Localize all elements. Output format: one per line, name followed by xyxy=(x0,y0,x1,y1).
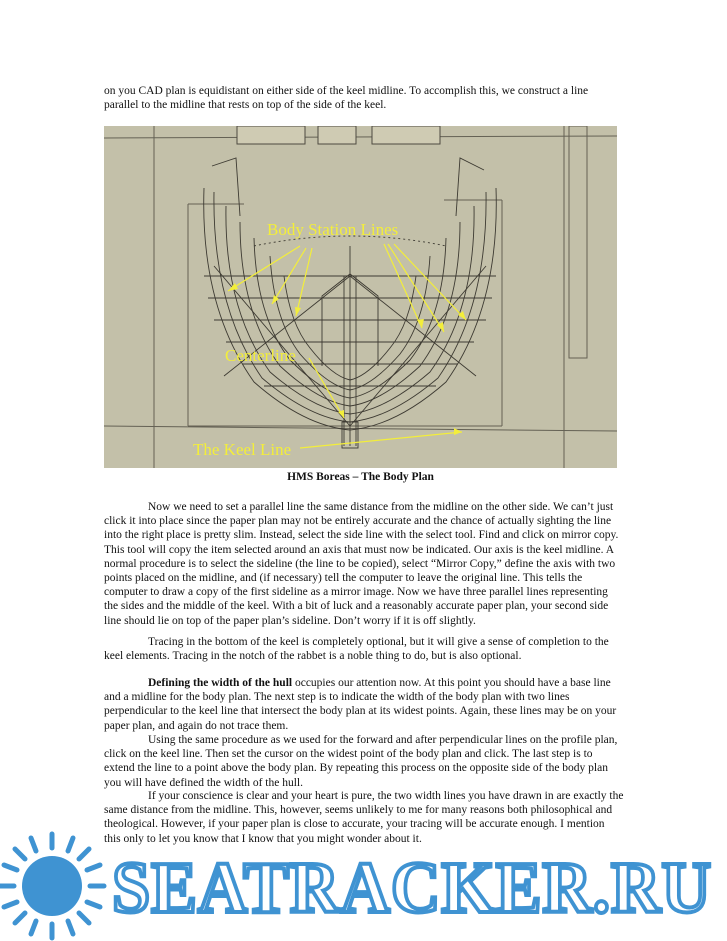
body-paragraph-4: Using the same procedure as we used for the forward and after perpendicular lines on the profile plan, click on the keel line. Then set the cursor on the widest point of the body plan and click. The last step is to extend the line to a point above the body plan. By repeating this process on the opposite side of the body plan you will have defined the width of the hull. xyxy=(104,734,618,789)
intro-paragraph: on you CAD plan is equidistant on either side of the keel midline. To accomplish this, we construct a line parallel to the midline that rests on top of the side of the keel. xyxy=(104,85,589,112)
body-paragraph-1: Now we need to set a parallel line the same distance from the midline on the other side. We can’t just click it into place since the paper plan may not be entirely accurate and the chance of actually sighting the line into the right place is pretty slim. Instead, select the side line with the select tool. Find and click on mirror copy. This tool will copy the item selected around an axis that must now be indicated. Our axis is the keel midline. A normal procedure is to select the sideline (the line to be copied), select “Mirror Copy,” define the axis with two points placed on the midline, and (if necessary) tell the computer to leave the original line. This tells the computer to draw a copy of the first sideline as a mirror image. Now we have three parallel lines representing the sides and the middle of the keel. With a bit of luck and a reasonably accurate paper plan, your second side line should lie on top of the paper plan’s sideline. Don’t worry if it is off slightly. xyxy=(104,501,619,627)
body-paragraph-5: If your conscience is clear and your heart is pure, the two width lines you have drawn in are exactly the same distance from the midline. This, however, seems unlikely to me for many reasons both philosophical and theological. However, if your paper plan is close to accurate, your tracing will be accurate enough. I mention this only to let you know that I know that you might wonder about it. xyxy=(104,790,624,845)
body-station-lines-label: Body Station Lines xyxy=(267,220,399,239)
section-heading: Defining the width of the hull xyxy=(148,677,293,689)
keel-line-label: The Keel Line xyxy=(193,440,292,459)
section-text: occupies our attention now. At this point you should have a base line and a midline for the body plan. The next step is to indicate the width of the body plan with two lines perpendicular to the keel line that intersect the body plan at its widest points. Again, these lines may be on your paper plan, and again do not trace them. xyxy=(104,677,617,732)
body-paragraph-3 xyxy=(104,676,624,733)
figure-caption: HMS Boreas – The Body Plan xyxy=(287,471,434,483)
watermark-text: SEATRACKER.RU xyxy=(112,847,712,928)
body-paragraph-2: Tracing in the bottom of the keel is completely optional, but it will give a sense of completion to the keel elements. Tracing in the notch of the rabbet is a noble thing to do, but is also optional. xyxy=(104,636,609,663)
body-plan-figure xyxy=(104,126,617,468)
watermark xyxy=(0,826,727,941)
centerline-label: Centerline xyxy=(225,346,296,365)
sun-icon xyxy=(0,834,104,938)
